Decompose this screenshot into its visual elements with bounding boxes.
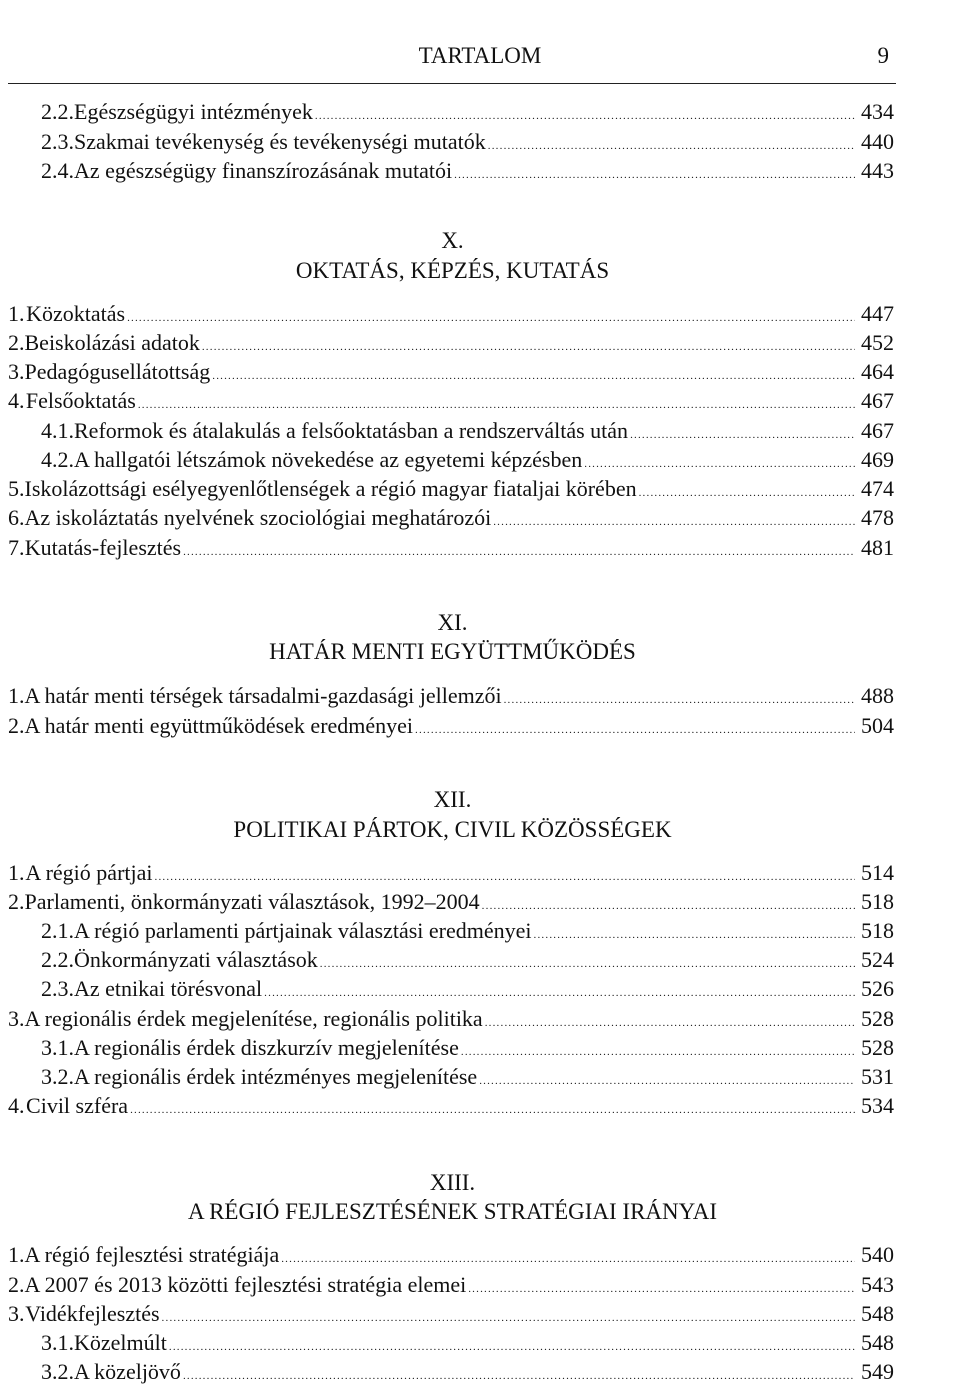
entry-page-number: 518 (861, 889, 894, 914)
entry-number: 7. (8, 535, 25, 560)
entry-title: Vidékfejlesztés (25, 1301, 160, 1326)
toc-entry[interactable] (8, 357, 894, 387)
toc-entry[interactable] (41, 1328, 894, 1358)
entry-number: 1. (8, 683, 25, 708)
entry-title: Önkormányzati választások (74, 947, 318, 972)
entry-number: 2. (8, 889, 25, 914)
toc-entry[interactable] (41, 445, 894, 475)
entry-number: 2.3. (41, 976, 74, 1001)
toc-entry[interactable] (41, 1033, 894, 1063)
entry-page-number: 504 (861, 713, 894, 738)
entry-page-number: 518 (861, 918, 894, 943)
entry-page-number: 540 (861, 1242, 894, 1267)
toc-entry[interactable] (41, 1062, 894, 1092)
toc-entry[interactable] (41, 945, 894, 975)
entry-title: Reformok és átalakulás a felsőoktatásban a rendszerváltás után (74, 418, 629, 443)
entry-number: 4.2. (41, 447, 74, 472)
entry-number: 4. (8, 1093, 25, 1118)
section-title: POLITIKAI PÁRTOK, CIVIL KÖZÖSSÉGEK (233, 817, 672, 842)
toc-entry[interactable] (8, 887, 894, 917)
entry-page-number: 467 (861, 418, 894, 443)
entry-page-number: 531 (861, 1064, 894, 1089)
entry-page-number: 452 (861, 330, 894, 355)
section-title: HATÁR MENTI EGYÜTTMŰKÖDÉS (269, 639, 636, 664)
entry-number: 2.1. (41, 918, 74, 943)
entry-page-number: 543 (861, 1272, 894, 1297)
entry-number: 2. (8, 330, 25, 355)
entry-title: A régió parlamenti pártjainak választási eredményei (74, 918, 532, 943)
dot-leader (183, 1361, 855, 1391)
entry-page-number: 478 (861, 505, 894, 530)
entry-number: 3. (8, 1301, 25, 1326)
toc-entry[interactable] (8, 1091, 894, 1121)
entry-title: Közelmúlt (74, 1330, 167, 1355)
entry-page-number: 443 (861, 158, 894, 183)
toc-entry[interactable] (8, 503, 894, 533)
entry-number: 2.3. (41, 129, 74, 154)
entry-title: A regionális érdek diszkurzív megjelenítése (74, 1035, 459, 1060)
toc-entry[interactable] (41, 1357, 894, 1387)
toc-entry[interactable] (8, 681, 894, 711)
toc-entry[interactable] (8, 858, 894, 888)
entry-number: 4.1. (41, 418, 74, 443)
toc-entry[interactable] (8, 386, 894, 416)
entry-page-number: 488 (861, 683, 894, 708)
section-title: OKTATÁS, KÉPZÉS, KUTATÁS (295, 258, 610, 283)
entry-number: 1. (8, 301, 25, 326)
toc-entry[interactable] (8, 533, 894, 563)
entry-title: Szakmai tevékenység és tevékenységi mutatók (74, 129, 486, 154)
toc-entry[interactable] (41, 156, 894, 186)
entry-title: Pedagógusellátottság (24, 359, 211, 384)
entry-title: A közeljövő (74, 1359, 181, 1384)
entry-page-number: 548 (861, 1330, 894, 1355)
entry-page-number: 528 (861, 1006, 894, 1031)
entry-page-number: 469 (861, 447, 894, 472)
entry-number: 3.1. (41, 1330, 74, 1355)
entry-title: A régió pártjai (25, 860, 153, 885)
entry-number: 3.2. (41, 1359, 74, 1384)
section-number: XI. (437, 610, 468, 635)
toc-entry[interactable] (8, 711, 894, 741)
entry-number: 2.2. (41, 99, 74, 124)
entry-title: A hallgatói létszámok növekedése az egyetemi képzésben (74, 447, 583, 472)
entry-title: Felsőoktatás (25, 388, 136, 413)
toc-entry[interactable] (41, 416, 894, 446)
entry-title: Iskolázottsági esélyegyenlőtlenségek a régió magyar fiataljai körében (24, 476, 637, 501)
entry-page-number: 514 (861, 860, 894, 885)
entry-title: A 2007 és 2013 közötti fejlesztési stratégia elemei (24, 1272, 467, 1297)
page-number: 9 (877, 43, 889, 68)
entry-page-number: 447 (861, 301, 894, 326)
entry-title: A régió fejlesztési stratégiája (24, 1242, 280, 1267)
entry-number: 1. (8, 1242, 25, 1267)
toc-entry[interactable] (8, 1004, 894, 1034)
running-title: TARTALOM (418, 43, 542, 68)
section-number: XII. (433, 787, 472, 812)
entry-page-number: 434 (861, 99, 894, 124)
entry-number: 5. (8, 476, 25, 501)
entry-title: A regionális érdek megjelenítése, regionális politika (24, 1006, 483, 1031)
entry-page-number: 464 (861, 359, 894, 384)
toc-entry[interactable] (41, 916, 894, 946)
entry-title: A regionális érdek intézményes megjelenítése (74, 1064, 478, 1089)
entry-title: A határ menti térségek társadalmi-gazdasági jellemzői (24, 683, 502, 708)
entry-title: Beiskolázási adatok (24, 330, 200, 355)
dot-leader (454, 160, 855, 190)
entry-page-number: 526 (861, 976, 894, 1001)
section-number: X. (441, 228, 464, 253)
entry-page-number: 528 (861, 1035, 894, 1060)
toc-entry[interactable] (8, 328, 894, 358)
entry-title: Az etnikai törésvonal (74, 976, 263, 1001)
entry-page-number: 474 (861, 476, 894, 501)
entry-page-number: 481 (861, 535, 894, 560)
section-title: A RÉGIÓ FEJLESZTÉSÉNEK STRATÉGIAI IRÁNYAI (188, 1199, 717, 1224)
toc-entry[interactable] (41, 127, 894, 157)
toc-entry[interactable] (41, 97, 894, 127)
toc-entry[interactable] (8, 1299, 894, 1329)
dot-leader (183, 537, 855, 567)
entry-number: 4. (8, 388, 25, 413)
entry-number: 3. (8, 359, 25, 384)
entry-page-number: 524 (861, 947, 894, 972)
toc-entry[interactable] (8, 1270, 894, 1300)
entry-page-number: 548 (861, 1301, 894, 1326)
entry-page-number: 467 (861, 388, 894, 413)
entry-page-number: 440 (861, 129, 894, 154)
entry-title: Az egészségügy finanszírozásának mutatói (74, 158, 453, 183)
entry-number: 2.2. (41, 947, 74, 972)
entry-number: 6. (8, 505, 25, 530)
entry-number: 2. (8, 1272, 25, 1297)
toc-entry[interactable] (8, 299, 894, 329)
entry-number: 2. (8, 713, 25, 738)
section-number: XIII. (429, 1170, 476, 1195)
entry-number: 3. (8, 1006, 25, 1031)
dot-leader (130, 1095, 855, 1125)
entry-title: Az iskoláztatás nyelvének szociológiai meghatározói (24, 505, 492, 530)
toc-entry[interactable] (41, 974, 894, 1004)
entry-title: Egészségügyi intézmények (74, 99, 313, 124)
entry-page-number: 534 (861, 1093, 894, 1118)
entry-title: A határ menti együttműködések eredményei (24, 713, 414, 738)
entry-number: 3.2. (41, 1064, 74, 1089)
entry-title: Kutatás-fejlesztés (24, 535, 182, 560)
entry-number: 2.4. (41, 158, 74, 183)
entry-title: Parlamenti, önkormányzati választások, 1992–2004 (24, 889, 480, 914)
toc-entry[interactable] (8, 1240, 894, 1270)
dot-leader (415, 715, 855, 745)
toc-entry[interactable] (8, 474, 894, 504)
entry-page-number: 549 (861, 1359, 894, 1384)
entry-number: 1. (8, 860, 25, 885)
entry-number: 3.1. (41, 1035, 74, 1060)
entry-title: Civil szféra (26, 1093, 129, 1118)
entry-title: Közoktatás (26, 301, 126, 326)
